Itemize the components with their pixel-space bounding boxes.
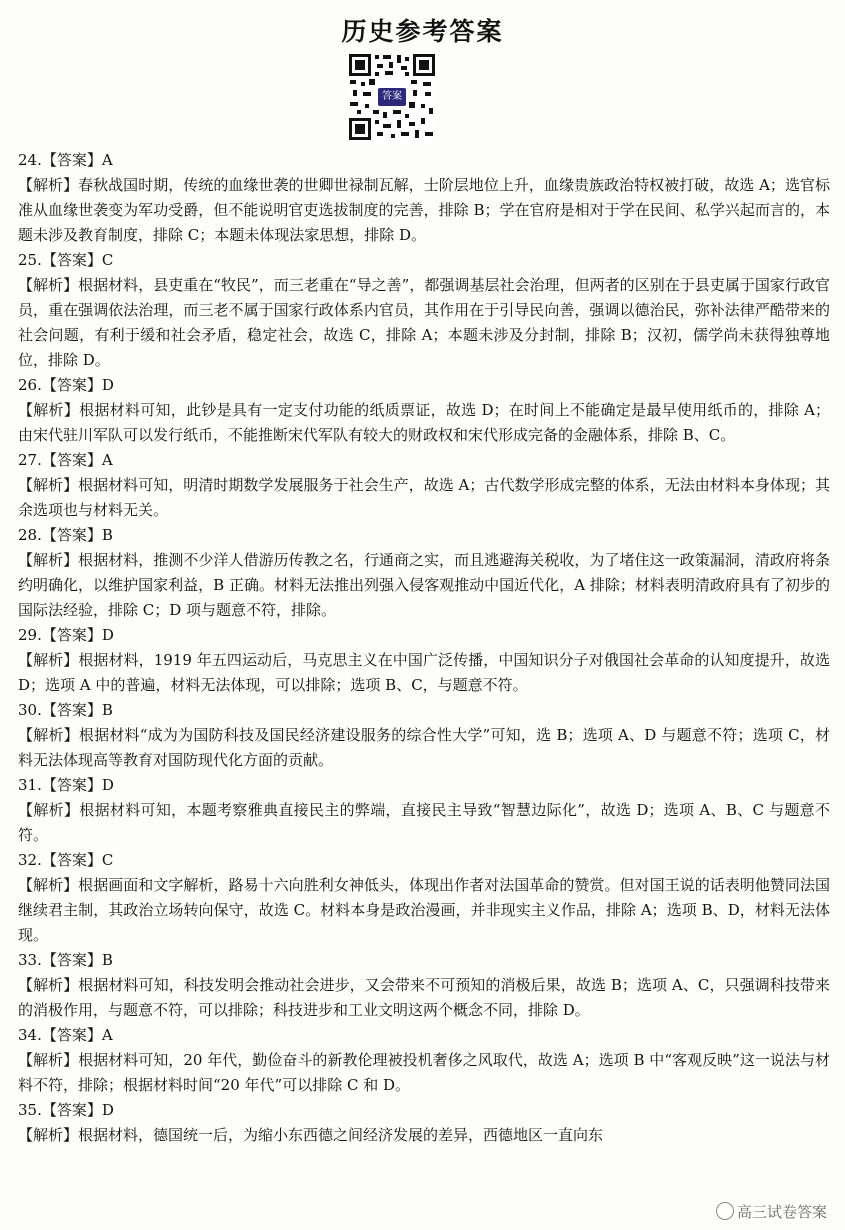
analysis-text: 【解析】根据材料可知，此钞是具有一定支付功能的纸质票证，故选 D；在时间上不能确定是最早使用纸币的，排除 A；由宋代驻川军队可以发行纸币，不能推断宋代军队有较大的财政权和宋代形成完备的金融体系，排除 B、C。 [18,401,830,444]
answer-item [18,948,830,1023]
answer-item [18,1098,830,1148]
answer-item [18,523,830,623]
analysis-text: 【解析】根据材料“成为为国防科技及国民经济建设服务的综合性大学”可知，选 B；选项 A、D 与题意不符；选项 C，材料无法体现高等教育对国防现代化方面的贡献。 [18,726,830,769]
analysis-text: 【解析】根据材料，推测不少洋人借游历传教之名，行通商之实，而且逃避海关税收，为了堵住这一政策漏洞，清政府将条约明确化，以维护国家利益，B 正确。材料无法推出列强入侵客观推动中国近代化，A 排除；材料表明清政府具有了初步的国际法经验，排除 C；D 项与题意不符，排除。 [18,551,830,619]
answer-line: 27.【答案】A [18,451,113,469]
answer-item [18,848,830,948]
answer-line: 32.【答案】C [18,851,114,869]
answer-line: 25.【答案】C [18,251,114,269]
analysis-text: 【解析】根据材料可知，明清时期数学发展服务于社会生产，故选 A；古代数学形成完整的体系，无法由材料本身体现；其余选项也与材料无关。 [18,476,830,519]
qr-code [347,52,437,142]
answer-line: 34.【答案】A [18,1026,113,1044]
answer-line: 28.【答案】B [18,526,113,544]
analysis-text: 【解析】根据材料可知，20 年代，勤俭奋斗的新教伦理被投机奢侈之风取代，故选 A；选项 B 中“客观反映”这一说法与材料不符，排除；根据材料时间“20 年代”可以排除 C 和 D。 [18,1051,830,1094]
answer-line: 24.【答案】A [18,151,113,169]
answer-item [18,1023,830,1098]
answer-item [18,448,830,523]
answer-item [18,373,830,448]
answer-line: 33.【答案】B [18,951,113,969]
page-title: 历史参考答案 [341,17,504,46]
analysis-text: 【解析】根据材料可知，本题考察雅典直接民主的弊端，直接民主导致“智慧边际化”，故选 D；选项 A、B、C 与题意不符。 [18,801,830,844]
answer-line: 35.【答案】D [18,1101,114,1119]
analysis-text: 【解析】根据材料，1919 年五四运动后，马克思主义在中国广泛传播，中国知识分子对俄国社会革命的认知度提升，故选 D；选项 A 中的普遍，材料无法体现，可以排除；选项 B、C，与题意不符。 [18,651,830,694]
analysis-text: 【解析】根据材料，德国统一后，为缩小东西德之间经济发展的差异，西德地区一直向东 [18,1126,604,1144]
answer-line: 30.【答案】B [18,701,113,719]
answer-item [18,248,830,373]
watermark-text: 高三试卷答案 [736,1203,827,1221]
answer-line: 26.【答案】D [18,376,114,394]
answer-item [18,773,830,848]
answer-line: 29.【答案】D [18,626,114,644]
watermark [712,1201,831,1222]
answer-list [18,148,830,1148]
answer-line: 31.【答案】D [18,776,114,794]
wechat-icon [716,1202,734,1220]
analysis-text: 【解析】根据材料，县吏重在“牧民”，而三老重在“导之善”，都强调基层社会治理，但两者的区别在于县吏属于国家行政官员，重在强调依法治理，而三老不属于国家行政体系内官员，其作用在于引导民向善，强调以德治民，弥补法律严酷带来的社会问题，有利于缓和社会矛盾，稳定社会，故选 C，排除 A；本题未涉及分封制，排除 B；汉初，儒学尚未获得独尊地位，排除 D。 [18,276,830,369]
answer-item [18,148,830,248]
answer-item [18,698,830,773]
analysis-text: 【解析】春秋战国时期，传统的血缘世袭的世卿世禄制瓦解，士阶层地位上升，血缘贵族政治特权被打破，故选 A；选官标准从血缘世袭变为军功受爵，但不能说明官吏选拔制度的完善，排除 B；学在官府是相对于学在民间、私学兴起而言的，本题未涉及教育制度，排除 C；本题未体现法家思想，排除 D。 [18,176,830,244]
answer-item [18,623,830,698]
analysis-text: 【解析】根据材料可知，科技发明会推动社会进步，又会带来不可预知的消极后果，故选 B；选项 A、C，只强调科技带来的消极作用，与题意不符，可以排除；科技进步和工业文明这两个概念不同，排除 D。 [18,976,830,1019]
qr-center-label: 答案 [378,88,406,106]
analysis-text: 【解析】根据画面和文字解析，路易十六向胜利女神低头，体现出作者对法国革命的赞赏。但对国王说的话表明他赞同法国继续君主制，其政治立场转向保守，故选 C。材料本身是政治漫画，并非现实主义作品，排除 A；选项 B、D，材料无法体现。 [18,876,830,944]
